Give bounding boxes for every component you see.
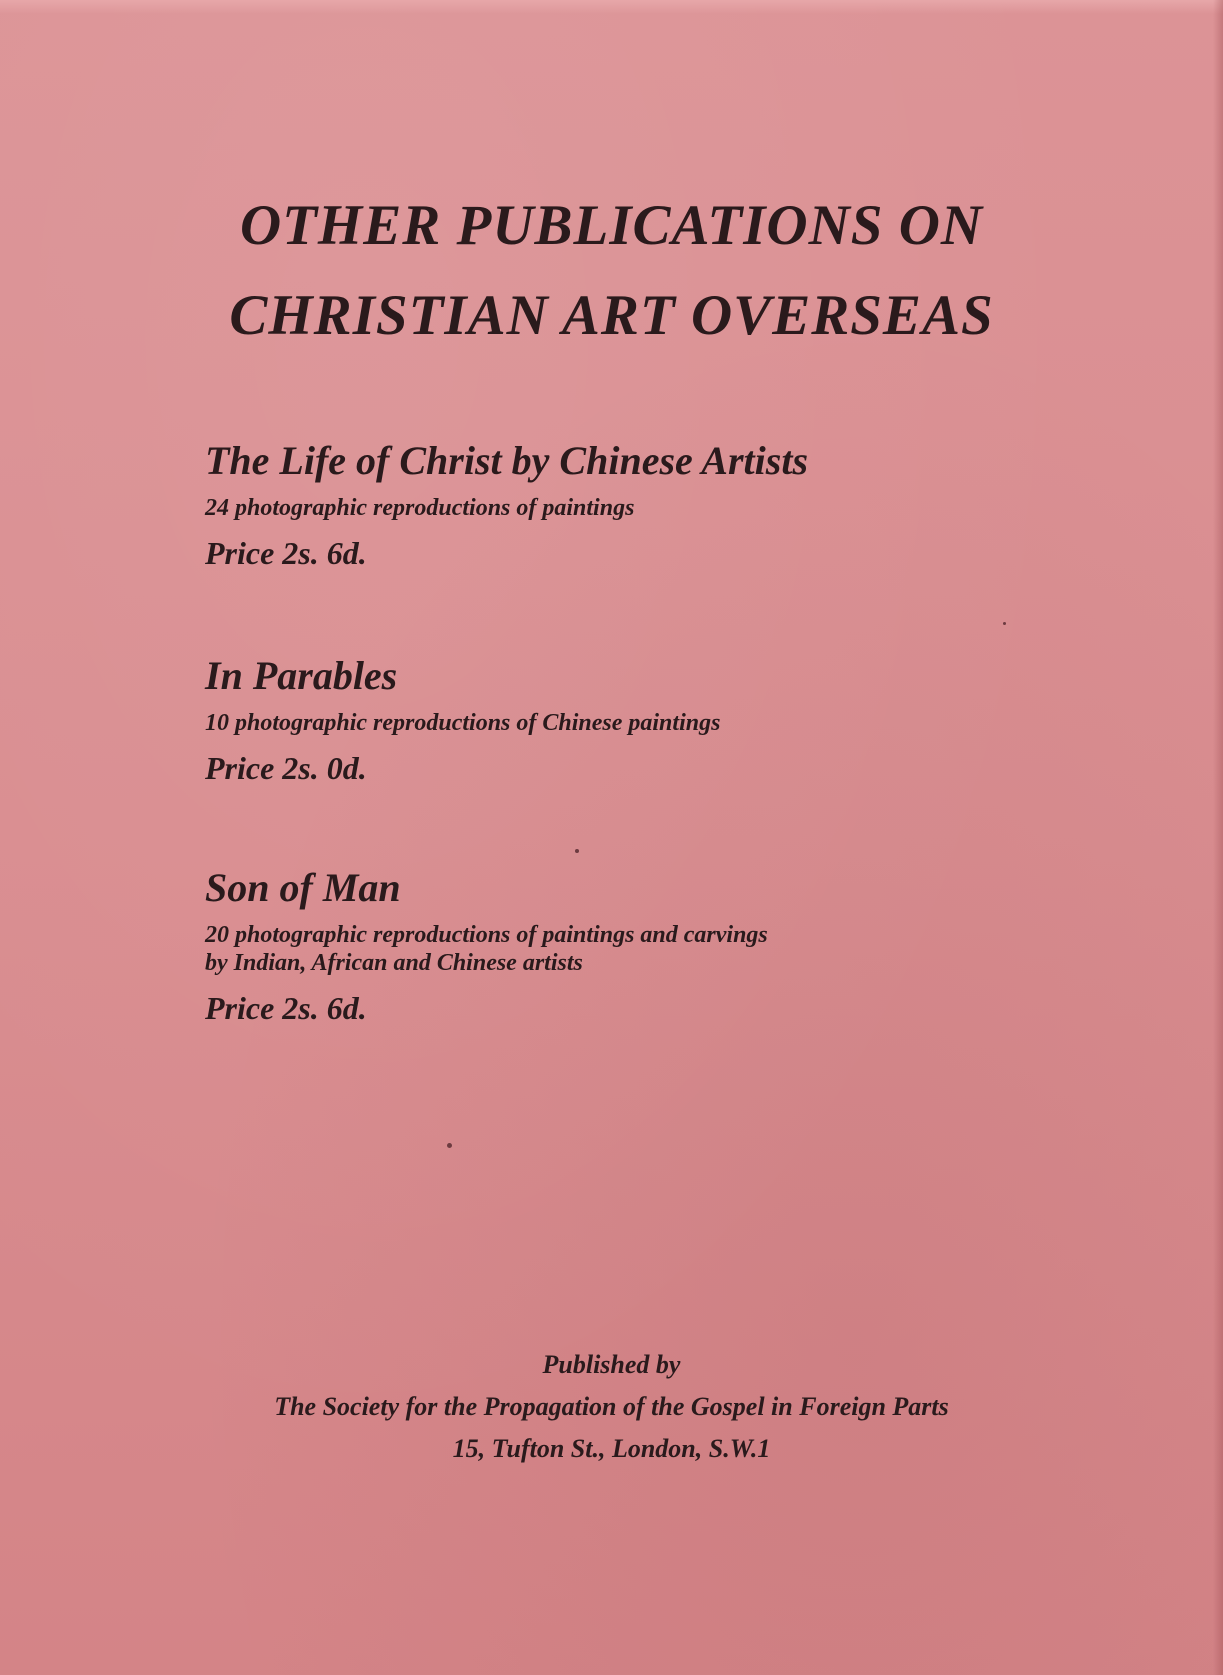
publisher-block (0, 1344, 1223, 1470)
paper-speck (1003, 622, 1006, 625)
publication-title: The Life of Christ by Chinese Artists (205, 438, 809, 483)
publication-price: Price 2s. 0d. (205, 750, 367, 786)
publication-entry-in-parables (205, 653, 720, 787)
publication-description: 24 photographic reproductions of paintings (205, 495, 635, 521)
publication-title: In Parables (205, 653, 398, 698)
published-by-label: Published by (542, 1350, 681, 1379)
publication-description-line-2: by Indian, African and Chinese artists (205, 950, 583, 976)
publisher-name: The Society for the Propagation of the Gospel in Foreign Parts (274, 1392, 949, 1421)
heading-line-2: CHRISTIAN ART OVERSEAS (229, 284, 994, 347)
publication-description-line-1: 20 photographic reproductions of paintings and carvings (205, 922, 768, 948)
publication-entry-life-of-christ (205, 438, 808, 572)
publication-price: Price 2s. 6d. (205, 990, 367, 1026)
publication-description: 10 photographic reproductions of Chinese paintings (205, 710, 721, 736)
paper-speck (447, 1143, 452, 1148)
paper-speck (575, 849, 579, 853)
publisher-address: 15, Tufton St., London, S.W.1 (452, 1434, 771, 1463)
publication-entry-son-of-man (205, 865, 768, 1027)
publication-price: Price 2s. 6d. (205, 535, 367, 571)
heading-line-1: OTHER PUBLICATIONS ON (239, 194, 984, 257)
publication-title: Son of Man (205, 865, 401, 910)
paper-top-edge (0, 0, 1223, 14)
